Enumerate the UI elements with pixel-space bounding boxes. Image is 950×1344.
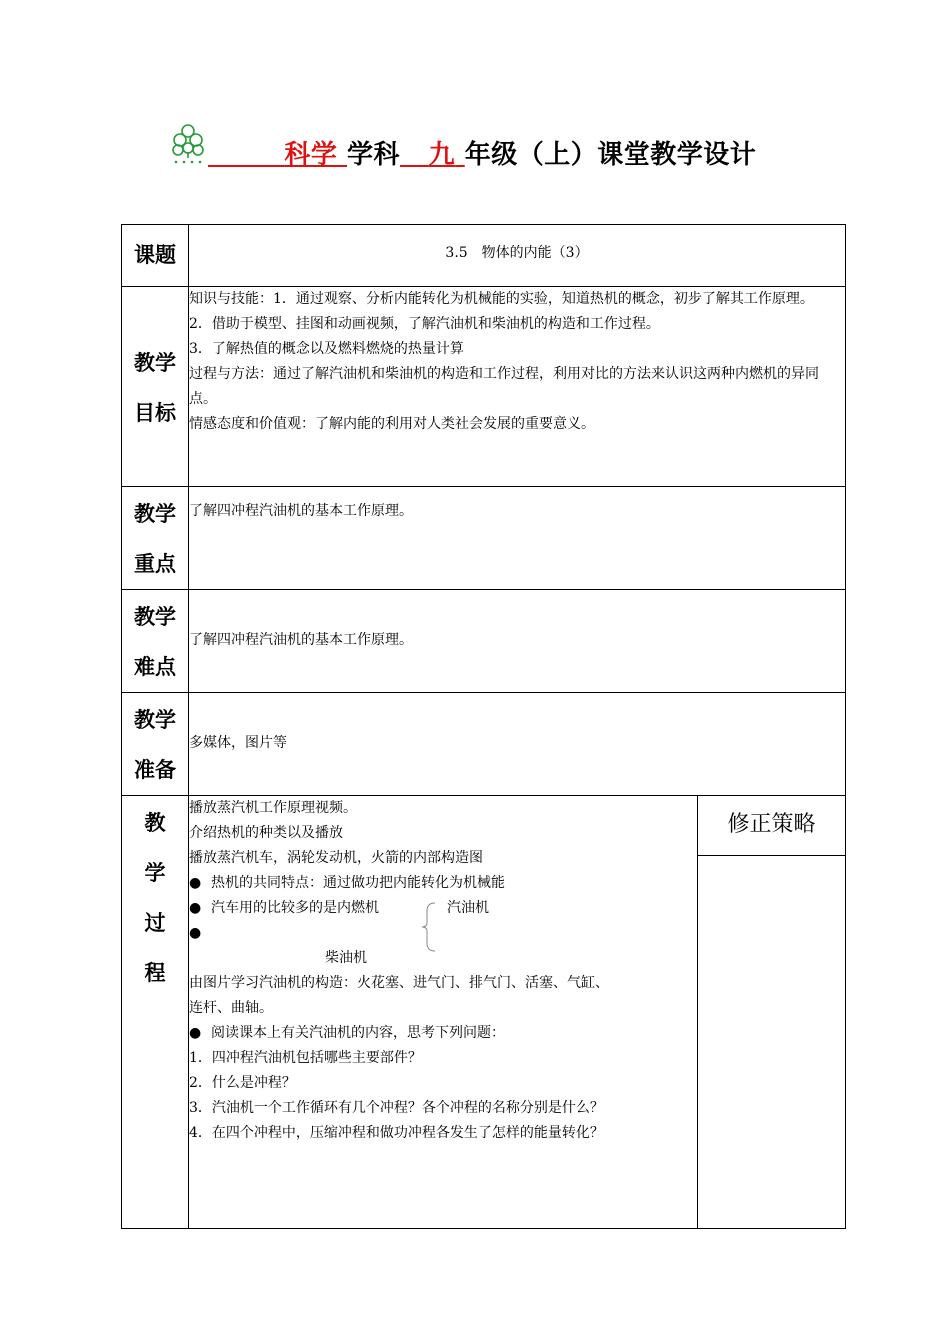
difficulty-label <box>122 590 189 693</box>
question-item: 4．在四个冲程中，压缩冲程和做功冲程各发生了怎样的能量转化？ <box>189 1125 604 1141</box>
title-rest: 年级（上）课堂教学设计 <box>464 140 757 170</box>
process-bullet-item <box>189 896 697 921</box>
process-line: 连杆、曲轴。 <box>189 1000 273 1016</box>
process-label-char: 程 <box>144 961 166 985</box>
question-item: 1．四冲程汽油机包括哪些主要部件？ <box>189 1050 422 1066</box>
focus-value: 了解四冲程汽油机的基本工作原理。 <box>189 487 846 590</box>
bullet-text: 汽车用的比较多的是内燃机 <box>211 900 379 916</box>
goal-line: 情感态度和价值观：了解内能的利用对人类社会发展的重要意义。 <box>189 416 595 432</box>
goals-label-line2: 目标 <box>134 401 176 425</box>
process-label <box>122 796 189 1229</box>
topic-label: 课题 <box>122 225 189 287</box>
topic-row <box>122 225 846 287</box>
topic-value: 3.5 物体的内能（3） <box>189 225 846 287</box>
difficulty-row <box>122 590 846 693</box>
title-grade: 九 <box>428 140 456 170</box>
prep-label-line1: 教学 <box>134 708 176 732</box>
brace-icon <box>419 901 439 953</box>
page-title <box>208 134 756 171</box>
process-line: 由图片学习汽油机的构造：火花塞、进气门、排气门、活塞、气缸、 <box>189 975 609 991</box>
bullet-text: 阅读课本上有关汽油机的内容，思考下列问题： <box>211 1025 505 1041</box>
question-item: 2．什么是冲程？ <box>189 1075 296 1091</box>
bullet-icon: ● <box>189 900 202 916</box>
difficulty-value: 了解四冲程汽油机的基本工作原理。 <box>189 590 846 693</box>
strategy-cell <box>698 796 846 1229</box>
process-content <box>189 796 698 1229</box>
prep-label-line2: 准备 <box>134 758 176 782</box>
engine-type-gasoline: 汽油机 <box>447 900 489 916</box>
goal-line: 3．了解热值的概念以及燃料燃烧的热量计算 <box>189 341 464 357</box>
process-label-char: 过 <box>144 911 166 935</box>
process-line: 介绍热机的种类以及播放 <box>189 825 343 841</box>
prep-row <box>122 693 846 796</box>
goals-label <box>122 287 189 487</box>
process-bullet-item <box>189 871 697 896</box>
focus-label <box>122 487 189 590</box>
goal-line: 2．借助于模型、挂图和动画视频，了解汽油机和柴油机的构造和工作过程。 <box>189 316 660 332</box>
focus-label-line2: 重点 <box>134 552 176 576</box>
process-line: 播放蒸汽机车，涡轮发动机，火箭的内部构造图 <box>189 850 483 866</box>
focus-label-line1: 教学 <box>134 502 176 526</box>
title-row <box>170 122 870 172</box>
bullet-icon: ● <box>189 875 202 891</box>
process-row <box>122 796 846 1229</box>
process-bullet-item <box>189 1021 697 1046</box>
process-line: 播放蒸汽机工作原理视频。 <box>189 800 357 816</box>
title-subject-suffix: 学科 <box>347 140 401 170</box>
prep-label <box>122 693 189 796</box>
bullet-text: 热机的共同特点：通过做功把内能转化为机械能 <box>211 875 505 891</box>
school-logo-icon <box>170 122 206 166</box>
prep-value: 多媒体，图片等 <box>189 693 846 796</box>
strategy-label: 修正策略 <box>698 796 845 856</box>
process-label-char: 学 <box>144 861 166 885</box>
lesson-plan-table <box>121 224 846 1229</box>
bullet-icon: ● <box>189 1025 202 1041</box>
bullet-icon: ● <box>189 925 202 941</box>
goal-line: 知识与技能：1．通过观察、分析内能转化为机械能的实验，知道热机的概念，初步了解其工作原理。 <box>189 291 814 307</box>
goals-row <box>122 287 846 487</box>
question-item: 3．汽油机一个工作循环有几个冲程？各个冲程的名称分别是什么？ <box>189 1100 604 1116</box>
goals-label-line1: 教学 <box>134 351 176 375</box>
process-bullet-item <box>189 921 697 946</box>
process-label-char: 教 <box>144 811 166 835</box>
difficulty-label-line2: 难点 <box>134 655 176 679</box>
goals-content <box>189 287 846 487</box>
difficulty-label-line1: 教学 <box>134 605 176 629</box>
title-subject: 科学 <box>284 140 338 170</box>
engine-type-diesel: 柴油机 <box>325 950 367 966</box>
focus-row <box>122 487 846 590</box>
goal-line: 过程与方法：通过了解汽油机和柴油机的构造和工作过程，利用对比的方法来认识这两种内燃机的异同点。 <box>189 366 819 407</box>
